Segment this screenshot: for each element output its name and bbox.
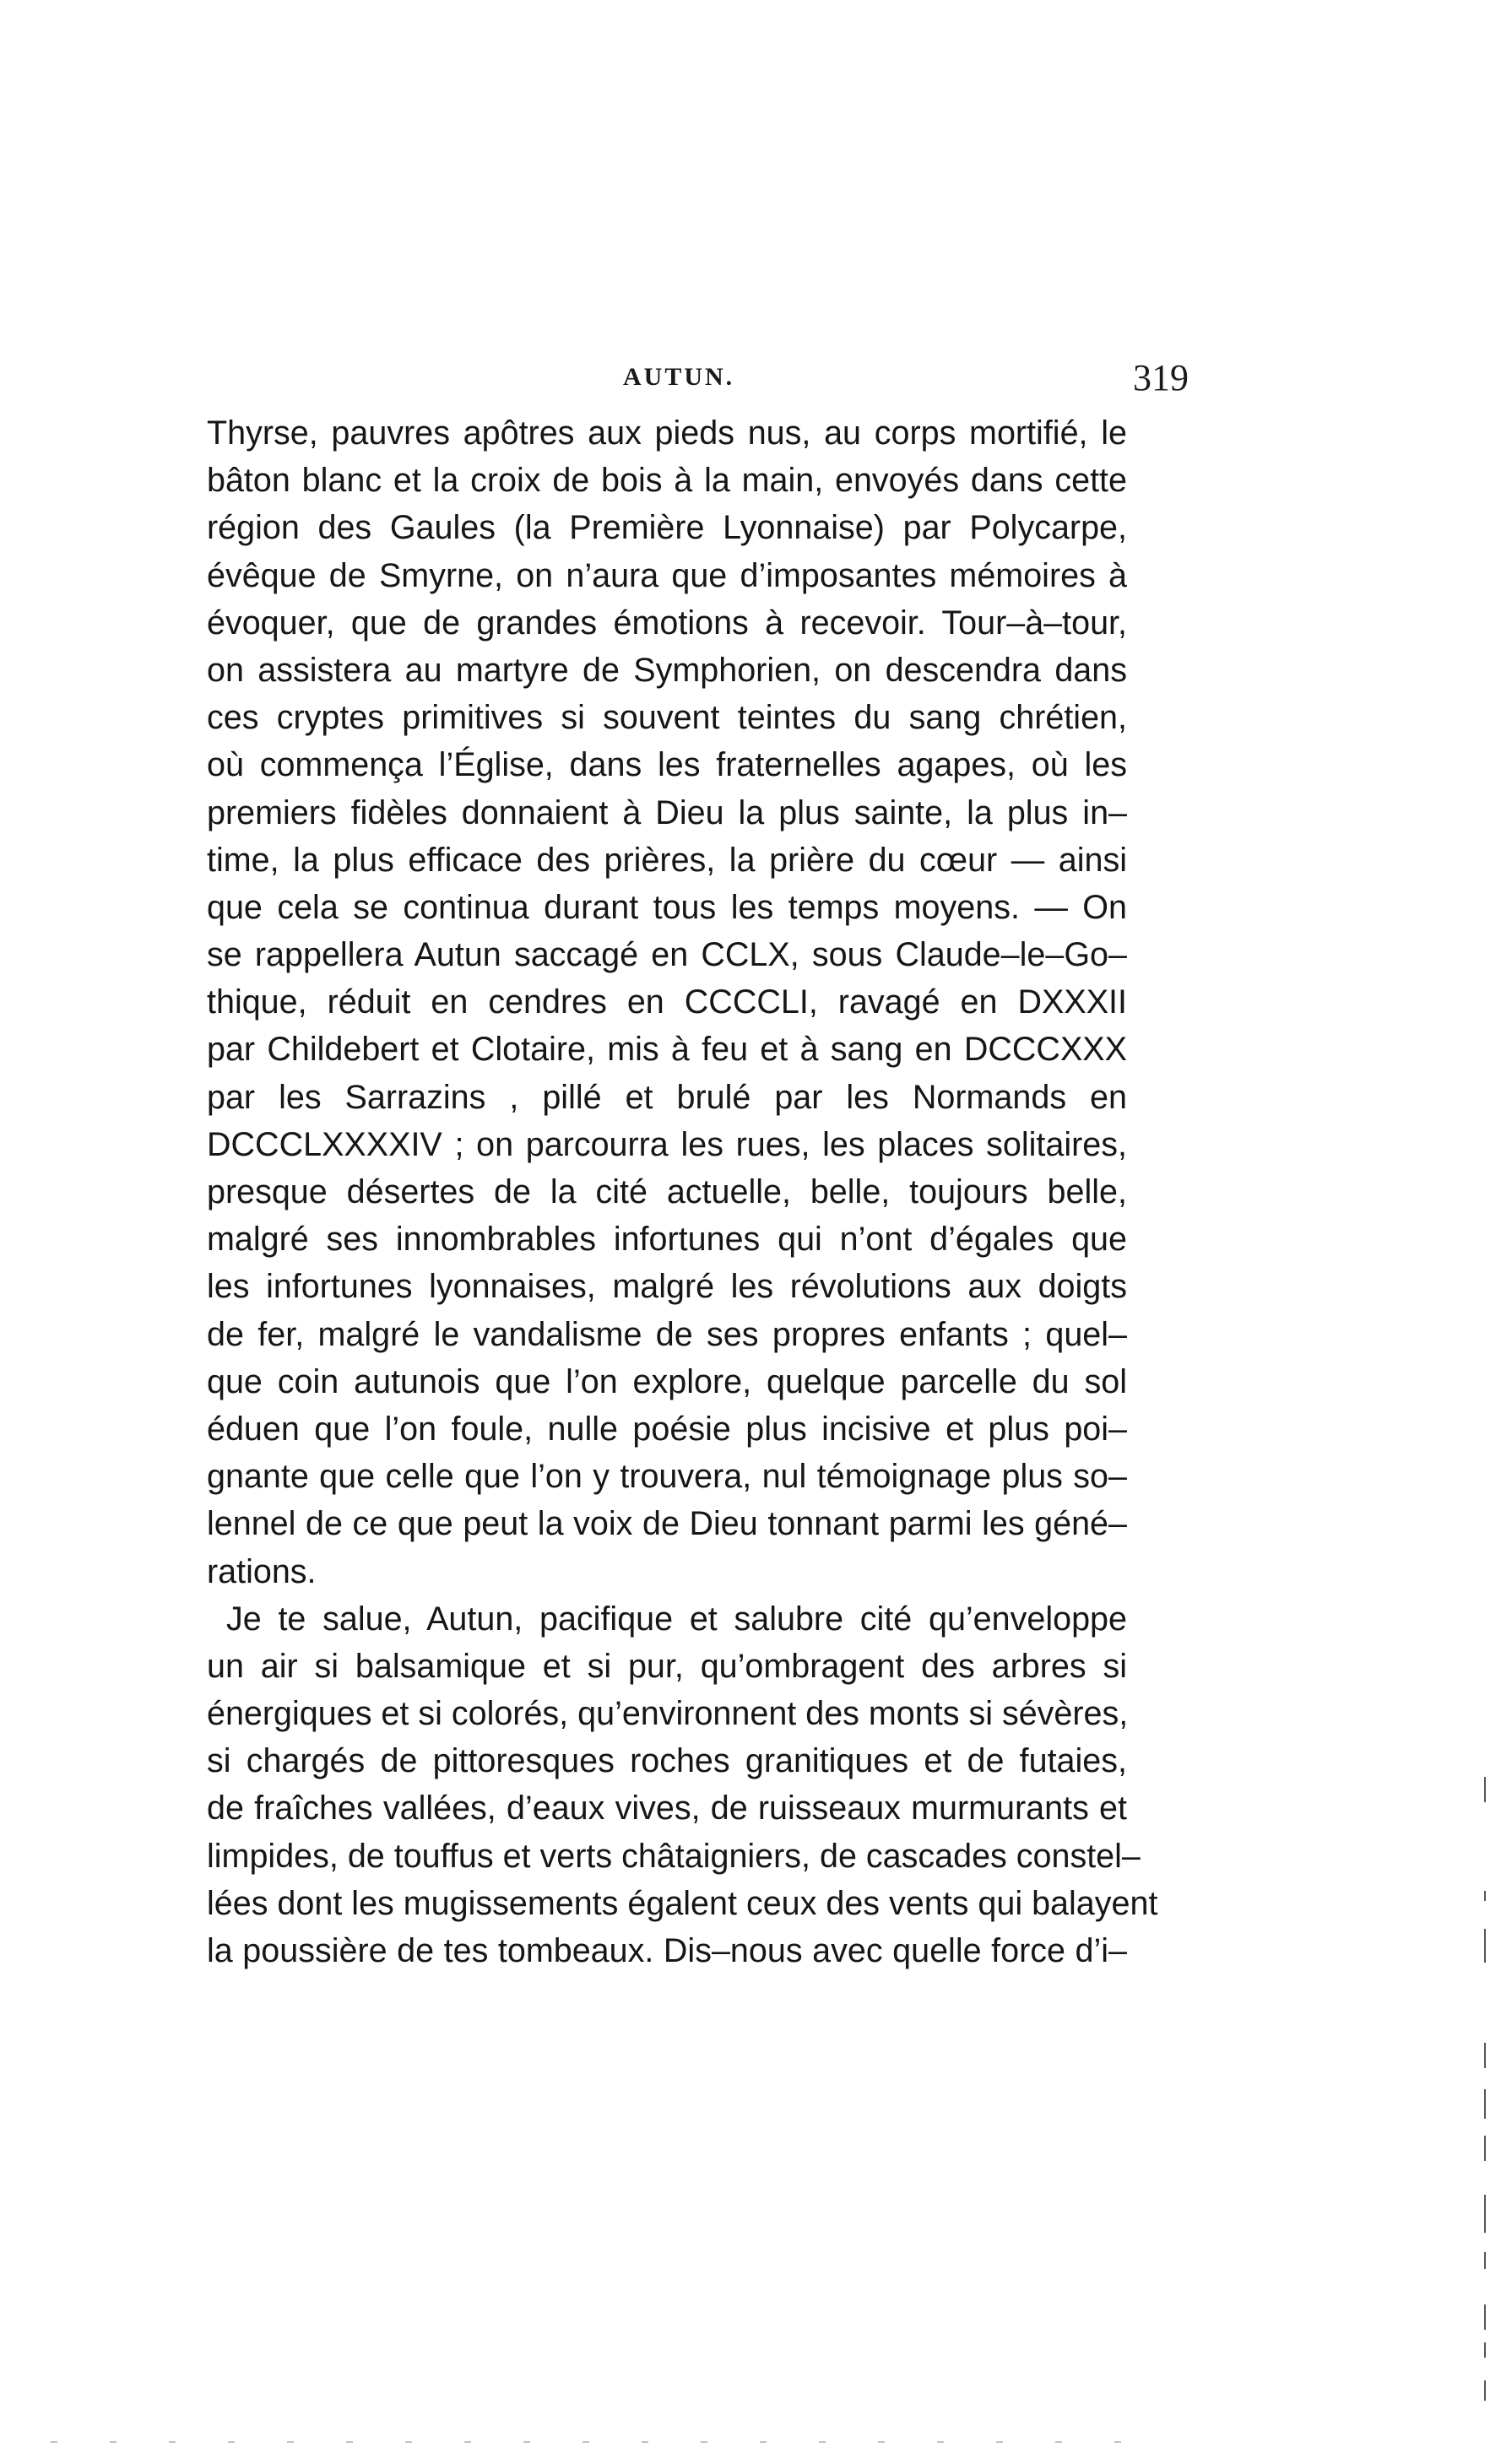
- scan-mark: [1484, 2195, 1486, 2233]
- text-line: se rappellera Autun saccagé en CCLX, sous Claude–le–Go–: [207, 936, 1127, 974]
- text-line: évoquer, que de grandes émotions à recevoir. Tour–à–tour,: [207, 604, 1127, 642]
- text-line: malgré ses innombrables infortunes qui n’ont d’égales que: [207, 1221, 1127, 1259]
- text-line: la poussière de tes tombeaux. Dis–nous avec quelle force d’i–: [207, 1932, 1127, 1969]
- scan-mark: [1484, 2380, 1486, 2401]
- text-line: évêque de Smyrne, on n’aura que d’imposantes mémoires à: [207, 556, 1127, 594]
- text-line: éduen que l’on foule, nulle poésie plus incisive et plus poi–: [207, 1410, 1127, 1448]
- text-line: on assistera au martyre de Symphorien, on descendra dans: [207, 651, 1127, 689]
- text-line: gnante que celle que l’on y trouvera, nul témoignage plus so–: [207, 1458, 1127, 1496]
- text-line: Thyrse, pauvres apôtres aux pieds nus, au corps mortifié, le: [207, 414, 1127, 452]
- scan-mark: [1484, 2252, 1486, 2269]
- text-line: premiers fidèles donnaient à Dieu la plus sainte, la plus in–: [207, 793, 1127, 831]
- text-line: par Childebert et Clotaire, mis à feu et à sang en DCCCXXX: [207, 1031, 1127, 1069]
- text-line: énergiques et si colorés, qu’environnent des monts si sévères,: [207, 1695, 1129, 1733]
- scan-mark: [1484, 2136, 1486, 2161]
- scan-mark: [1484, 1777, 1486, 1802]
- text-line: thique, réduit en cendres en CCCCLI, ravagé en DXXXII: [207, 983, 1127, 1021]
- text-line: DCCCLXXXXIV ; on parcourra les rues, les places solitaires,: [207, 1125, 1127, 1163]
- text-line: région des Gaules (la Première Lyonnaise) par Polycarpe,: [207, 509, 1127, 547]
- scan-mark: [1484, 2043, 1486, 2068]
- scan-mark: [1484, 1929, 1486, 1963]
- text-line: bâton blanc et la croix de bois à la main, envoyés dans cette: [207, 462, 1127, 500]
- text-line: que coin autunois que l’on explore, quelque parcelle du sol: [207, 1362, 1127, 1400]
- text-line: time, la plus efficace des prières, la prière du cœur — ainsi: [207, 841, 1127, 879]
- paragraph-1: [207, 409, 1127, 1595]
- text-line: limpides, de touffus et verts châtaigniers, de cascades constel–: [207, 1837, 1141, 1875]
- text-line: par les Sarrazins , pillé et brulé par les Normands en: [207, 1078, 1127, 1116]
- text-line: de fraîches vallées, d’eaux vives, de ruisseaux murmurants et: [207, 1790, 1127, 1828]
- paragraph-2: [207, 1595, 1158, 1975]
- text-line: que cela se continua durant tous les temps moyens. — On: [207, 888, 1127, 926]
- text-line: Je te salue, Autun, pacifique et salubre cité qu’enveloppe: [226, 1600, 1127, 1638]
- scan-mark: [1484, 2304, 1486, 2330]
- text-line: lennel de ce que peut la voix de Dieu tonnant parmi les géné–: [207, 1505, 1127, 1543]
- running-head: [209, 356, 1189, 407]
- page-number: 319: [1133, 357, 1189, 398]
- text-line: lées dont les mugissements égalent ceux des vents qui balayent: [207, 1884, 1158, 1922]
- text-line: rations.: [207, 1552, 317, 1590]
- scan-mark: [1484, 1891, 1486, 1901]
- text-block: [207, 409, 1158, 1974]
- text-line: les infortunes lyonnaises, malgré les révolutions aux doigts: [207, 1268, 1127, 1306]
- running-title: AUTUN.: [623, 363, 735, 391]
- scan-margin-marks: [1467, 0, 1501, 2464]
- text-line: où commença l’Église, dans les fraternelles agapes, où les: [207, 746, 1127, 784]
- text-line: si chargés de pittoresques roches granitiques et de futaies,: [207, 1742, 1127, 1780]
- text-line: de fer, malgré le vandalisme de ses propres enfants ; quel–: [207, 1315, 1127, 1353]
- text-line: presque désertes de la cité actuelle, belle, toujours belle,: [207, 1173, 1127, 1210]
- scan-bottom-edge: [51, 2441, 1131, 2443]
- text-line: ces cryptes primitives si souvent teintes du sang chrétien,: [207, 699, 1127, 737]
- scan-mark: [1484, 2342, 1486, 2358]
- scan-mark: [1484, 2089, 1486, 2119]
- text-line: un air si balsamique et si pur, qu’ombragent des arbres si: [207, 1647, 1127, 1685]
